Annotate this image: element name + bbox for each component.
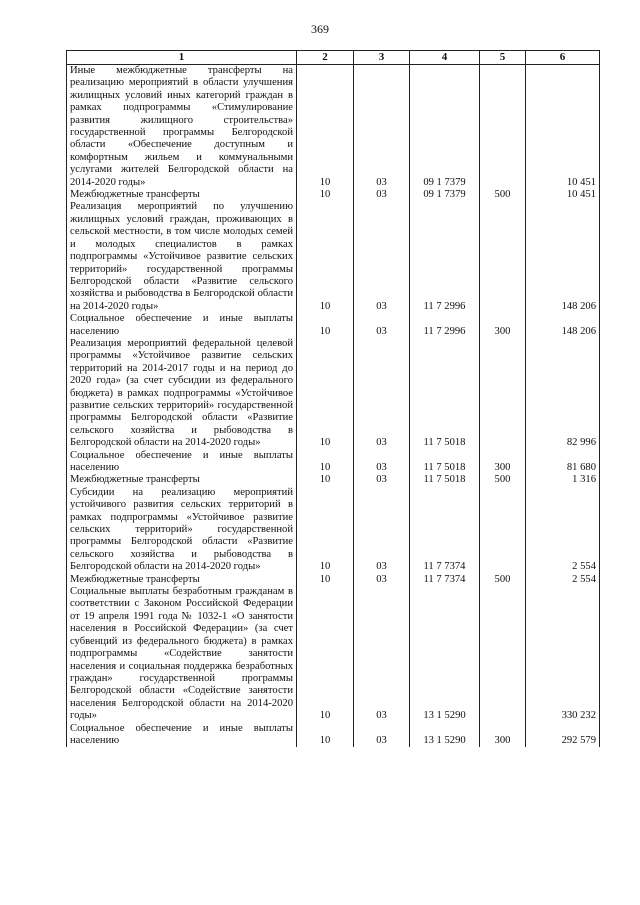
row-subsection-code: 03: [354, 487, 410, 574]
row-description: Реализация мероприятий по улучшению жилищных условий граждан, проживающих в сельской местности, в том числе молодых семей и молодых специалистов в рамках подпрограммы «Устойчивое развитие сельских территорий» государственной программы Белгородской области «Развитие сельского хозяйства и рыбоводства в Белгородской области на 2014-2020 годы»: [67, 201, 297, 313]
table-row: [67, 474, 600, 486]
column-header-1: 1: [67, 51, 297, 65]
row-description: Межбюджетные трансферты: [67, 474, 297, 486]
table-row: [67, 586, 600, 722]
column-header-5: 5: [480, 51, 526, 65]
page-number: 369: [311, 22, 329, 36]
row-subsection-code: 03: [354, 338, 410, 450]
column-header-2: 2: [297, 51, 354, 65]
row-description: Межбюджетные трансферты: [67, 189, 297, 201]
row-expense-type-code: 500: [480, 189, 526, 201]
row-amount: 148 206: [526, 313, 600, 338]
table-body: [67, 65, 600, 748]
row-target-article-code: 11 7 7374: [410, 574, 480, 586]
table-row: [67, 201, 600, 313]
row-target-article-code: 09 1 7379: [410, 65, 480, 190]
row-subsection-code: 03: [354, 65, 410, 190]
row-description: Социальные выплаты безработным гражданам в соответствии с Законом Российской Федерации от 19 апреля 1991 года № 1032-1 «О занятости населения в Российской Федерации» (за счет субвенций из федерального бюджета) в рамках подпрограммы «Содействие занятости населения и социальная поддержка безработных граждан» государственной программы Белгородской области «Содействие занятости населения Белгородской области на 2014-2020 годы»: [67, 586, 297, 722]
row-subsection-code: 03: [354, 474, 410, 486]
header-row: [67, 51, 600, 65]
row-expense-type-code: 500: [480, 474, 526, 486]
table-row: [67, 189, 600, 201]
budget-table: [66, 50, 600, 747]
row-amount: 10 451: [526, 189, 600, 201]
row-expense-type-code: 300: [480, 723, 526, 748]
row-section-code: 10: [297, 201, 354, 313]
row-amount: 1 316: [526, 474, 600, 486]
row-subsection-code: 03: [354, 586, 410, 722]
row-description: Социальное обеспечение и иные выплаты населению: [67, 450, 297, 475]
row-subsection-code: 03: [354, 574, 410, 586]
row-target-article-code: 11 7 5018: [410, 338, 480, 450]
row-expense-type-code: [480, 201, 526, 313]
row-description: Социальное обеспечение и иные выплаты населению: [67, 723, 297, 748]
row-section-code: 10: [297, 487, 354, 574]
row-target-article-code: 13 1 5290: [410, 723, 480, 748]
row-description: Реализация мероприятий федеральной целевой программы «Устойчивое развитие сельских территорий на 2014-2017 годы и на период до 2020 года» (за счет субсидии из федерального бюджета) в рамках подпрограммы «Устойчивое развитие сельских территорий» государственной программы Белгородской области «Развитие сельского хозяйства и рыбоводства в Белгородской области на 2014-2020 годы»: [67, 338, 297, 450]
table-row: [67, 65, 600, 190]
row-subsection-code: 03: [354, 201, 410, 313]
table-row: [67, 723, 600, 748]
row-amount: 10 451: [526, 65, 600, 190]
table-row: [67, 450, 600, 475]
row-target-article-code: 09 1 7379: [410, 189, 480, 201]
row-target-article-code: 11 7 7374: [410, 487, 480, 574]
row-section-code: 10: [297, 313, 354, 338]
row-amount: 148 206: [526, 201, 600, 313]
row-description: Иные межбюджетные трансферты на реализацию мероприятий в области улучшения жилищных условий иных категорий граждан в рамках подпрограммы «Стимулирование развития жилищного строительства» государственной программы Белгородской области «Обеспечение доступным и комфортным жильем и коммунальными услугами жителей Белгородской области на 2014-2020 годы»: [67, 65, 297, 190]
table-header: [67, 51, 600, 65]
row-amount: 2 554: [526, 574, 600, 586]
row-section-code: 10: [297, 474, 354, 486]
row-section-code: 10: [297, 586, 354, 722]
row-description: Субсидии на реализацию мероприятий устойчивого развития сельских территорий в рамках подпрограммы «Устойчивое развитие сельских территорий» государственной программы Белгородской области «Развитие сельского хозяйства и рыбоводства в Белгородской области на 2014-2020 годы»: [67, 487, 297, 574]
row-amount: 81 680: [526, 450, 600, 475]
row-amount: 292 579: [526, 723, 600, 748]
row-expense-type-code: [480, 65, 526, 190]
row-expense-type-code: 300: [480, 313, 526, 338]
row-expense-type-code: [480, 338, 526, 450]
row-section-code: 10: [297, 65, 354, 190]
column-header-3: 3: [354, 51, 410, 65]
row-section-code: 10: [297, 338, 354, 450]
row-subsection-code: 03: [354, 450, 410, 475]
table-row: [67, 313, 600, 338]
row-expense-type-code: 300: [480, 450, 526, 475]
row-expense-type-code: 500: [480, 574, 526, 586]
row-amount: 2 554: [526, 487, 600, 574]
row-subsection-code: 03: [354, 189, 410, 201]
row-expense-type-code: [480, 487, 526, 574]
row-target-article-code: 13 1 5290: [410, 586, 480, 722]
row-target-article-code: 11 7 5018: [410, 450, 480, 475]
row-section-code: 10: [297, 574, 354, 586]
row-subsection-code: 03: [354, 723, 410, 748]
row-amount: 330 232: [526, 586, 600, 722]
row-section-code: 10: [297, 723, 354, 748]
row-subsection-code: 03: [354, 313, 410, 338]
row-target-article-code: 11 7 5018: [410, 474, 480, 486]
table-row: [67, 487, 600, 574]
row-description: Социальное обеспечение и иные выплаты населению: [67, 313, 297, 338]
row-section-code: 10: [297, 189, 354, 201]
row-target-article-code: 11 7 2996: [410, 313, 480, 338]
row-section-code: 10: [297, 450, 354, 475]
row-amount: 82 996: [526, 338, 600, 450]
table-row: [67, 338, 600, 450]
row-description: Межбюджетные трансферты: [67, 574, 297, 586]
row-expense-type-code: [480, 586, 526, 722]
row-target-article-code: 11 7 2996: [410, 201, 480, 313]
column-header-6: 6: [526, 51, 600, 65]
column-header-4: 4: [410, 51, 480, 65]
table-row: [67, 574, 600, 586]
